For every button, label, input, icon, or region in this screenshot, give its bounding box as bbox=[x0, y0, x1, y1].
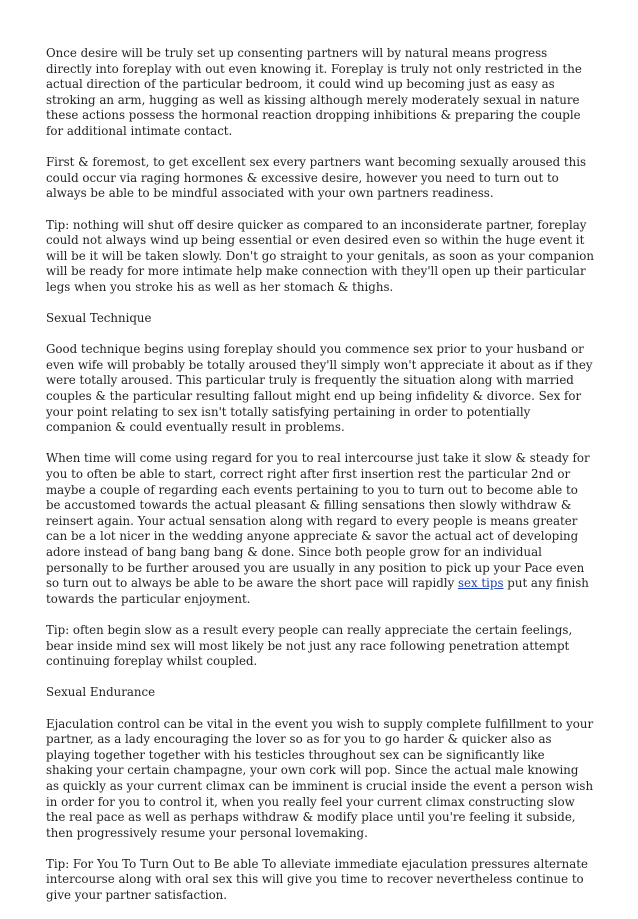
heading-sexual-technique: Sexual Technique bbox=[46, 311, 152, 326]
sex-tips-link[interactable]: sex tips bbox=[457, 576, 504, 591]
paragraph-first-foremost: First & foremost, to get excellent sex every partners want becoming sexually aroused this could occur via raging hormones & excessive desire, however you need to turn out to always be able to be mindful associated with your own partners readiness. bbox=[46, 155, 587, 201]
paragraph-ejaculation-control: Ejaculation control can be vital in the event you wish to supply complete fulfillment to your partner, as a lady encouraging the lover so as for you to go harder & quicker also as playing together together with his testicles throughout sex can be significantly like shaking your certain champagne, your own cork will pop. Since the actual male knowing as quickly as your current climax can be imminent is crucial inside the event a person wish in order for you to control it, when you really feel your current climax constructing slow the real pace as well as perhaps withdraw & modify place until you're feeling it subside, then progressively resume your personal lovemaking. bbox=[46, 716, 594, 840]
heading-sexual-endurance: Sexual Endurance bbox=[46, 685, 156, 700]
paragraph-intercourse-pace bbox=[46, 451, 594, 607]
paragraph-foreplay-intro: Once desire will be truly set up consenting partners will by natural means progress directly into foreplay with out even knowing it. Foreplay is truly not only restricted in the actual direction of the particular bedroom, it could wind up becoming just as easy as stroking an arm, hugging as well as kissing although merely moderately sexual in nature these actions possess the hormonal reaction dropping inhibitions & preparing the couple for additional intimate contact. bbox=[46, 46, 582, 138]
document-body bbox=[46, 46, 594, 919]
paragraph-tip-slow: Tip: often begin slow as a result every people can really appreciate the certain feelings, bear inside mind sex will most likely be not just any race following penetration attempt continuing foreplay whilst coupled. bbox=[46, 622, 573, 669]
paragraph-tip-desire: Tip: nothing will shut off desire quicker as compared to an inconsiderate partner, foreplay could not always wind up being essential or even desired even so within the huge event it will be it will be taken slowly. Don't go straight to your genitals, as soon as your companion will be ready for more intimate help make connection with they'll open up their particular legs when you stroke his as well as her stomach & thighs. bbox=[46, 217, 594, 294]
paragraph-good-technique: Good technique begins using foreplay should you commence sex prior to your husband or even wife will probably be totally aroused they'll simply won't appreciate it about as if they were totally aroused. This particular truly is frequently the situation along with married couples & the particular resulting fallout might end up being infidelity & divorce. Sex for your point relating to sex isn't totally satisfying pertaining in order to potentially companion & could eventually result in problems. bbox=[46, 342, 593, 435]
paragraph-intercourse-pace-end: put any finish towards the particular enjoyment. bbox=[46, 576, 589, 606]
paragraph-tip-alternate: Tip: For You To Turn Out to Be able To alleviate immediate ejaculation pressures alternate intercourse along with oral sex this will give you time to recover nevertheless continue to give your partner satisfaction. bbox=[46, 856, 588, 903]
paragraph-intercourse-pace-text: When time will come using regard for you to real intercourse just take it slow & steady for you to often be able to start, correct right after first insertion rest the particular 2nd or maybe a couple of regarding each events pertaining to you to turn out to become able to be accustomed towards the actual pleasant & filling sensations then slowly withdraw & reinsert again. Your actual sensation along with regard to every people is means greater can be a lot nicer in the wedding anyone appreciate & savor the actual act of developing adore instead of bang bang bang & done. Since both people grow for an individual personally to be further aroused you are usually in any position to pick up your Pace even so turn out to always be able to be aware the short pace will rapidly bbox=[46, 451, 590, 591]
